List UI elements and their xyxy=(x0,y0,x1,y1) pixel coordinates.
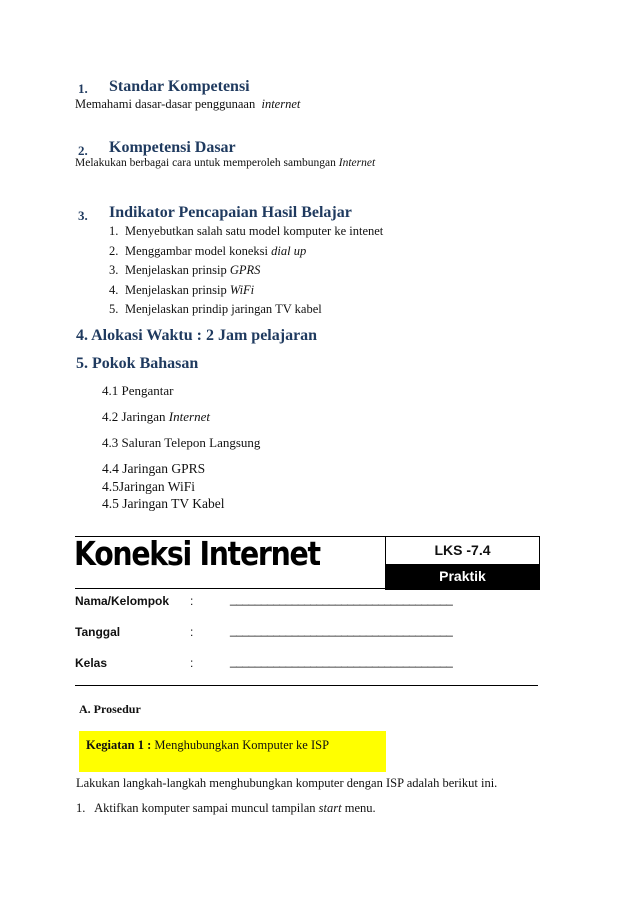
step-text-end: menu. xyxy=(344,801,376,815)
indicator-item xyxy=(109,222,383,242)
indicator-italic: dial up xyxy=(271,243,307,258)
indicator-text: Menyebutkan salah satu model komputer ke intenet xyxy=(125,224,384,238)
kegiatan-heading xyxy=(86,738,329,753)
field-line-kelas[interactable]: ____________________________________ xyxy=(230,654,453,668)
indicator-text: Menjelaskan prindip jaringan TV kabel xyxy=(125,302,322,316)
indicator-item xyxy=(109,281,383,301)
indicator-italic: WiFi xyxy=(229,282,255,297)
topic-italic: Internet xyxy=(168,409,210,424)
indicator-text: Menggambar model koneksi xyxy=(125,243,269,258)
field-colon: : xyxy=(190,656,194,670)
section-2-title: Kompetensi Dasar xyxy=(109,139,236,156)
field-label-nama: Nama/Kelompok xyxy=(75,594,170,608)
field-label-kelas: Kelas xyxy=(75,656,108,670)
topic-item: 4.5Jaringan WiFi xyxy=(102,478,195,494)
kegiatan-text: Menghubungkan Komputer ke ISP xyxy=(154,738,330,752)
indicator-item xyxy=(109,300,383,320)
section-3-number: 3. xyxy=(78,208,88,223)
section-1-body-text: Memahami dasar-dasar penggunaan xyxy=(75,97,256,111)
section-2-body-text: Melakukan berbagai cara untuk memperoleh sambungan xyxy=(75,157,336,169)
section-2-number: 2. xyxy=(78,143,88,158)
indicator-number: 5. xyxy=(109,302,119,316)
section-2-body-italic: Internet xyxy=(338,157,376,169)
indicator-text: Menjelaskan prinsip xyxy=(125,282,227,297)
indicator-text: Menjelaskan prinsip xyxy=(125,263,227,277)
worksheet-title: Koneksi Internet xyxy=(74,534,320,573)
header-rule-bottom xyxy=(75,588,538,589)
lks-code: LKS -7.4 xyxy=(434,542,491,558)
indicator-list xyxy=(109,222,383,320)
indicator-item xyxy=(109,242,383,262)
prosedur-intro: Lakukan langkah-langkah menghubungkan komputer dengan ISP adalah berikut ini. xyxy=(76,776,498,790)
kegiatan-box xyxy=(79,731,386,772)
topic-item xyxy=(102,409,210,425)
topic-item: 4.4 Jaringan GPRS xyxy=(102,461,206,476)
step-number: 1. xyxy=(76,801,86,815)
lks-box xyxy=(385,536,540,590)
kegiatan-label: Kegiatan 1 : xyxy=(86,738,152,752)
topic-list-2 xyxy=(102,460,224,513)
section-3-title: Indikator Pencapaian Hasil Belajar xyxy=(109,204,352,221)
indicator-number: 2. xyxy=(109,243,119,258)
section-2-body xyxy=(75,157,375,169)
indicator-item xyxy=(109,261,383,281)
section-1-number: 1. xyxy=(78,81,88,96)
section-1-body-italic: internet xyxy=(261,97,301,111)
field-label-tanggal: Tanggal xyxy=(75,625,121,639)
topic-item: 4.3 Saluran Telepon Langsung xyxy=(102,435,261,450)
field-line-nama[interactable]: ____________________________________ xyxy=(230,592,453,606)
topic-item: 4.1 Pengantar xyxy=(102,383,174,398)
indicator-number: 3. xyxy=(109,263,119,277)
topic-item: 4.5 Jaringan TV Kabel xyxy=(102,496,225,511)
header-rule-top xyxy=(75,536,385,537)
step-1 xyxy=(76,801,376,816)
indicator-italic: GPRS xyxy=(229,263,261,277)
indicator-number: 4. xyxy=(109,282,119,297)
section-1-title: Standar Kompetensi xyxy=(109,78,250,95)
step-text: Aktifkan komputer sampai muncul tampilan xyxy=(94,801,316,815)
lks-type: Praktik xyxy=(386,564,539,589)
prosedur-title: A. Prosedur xyxy=(79,702,141,716)
section-4-title: 4. Alokasi Waktu : 2 Jam pelajaran xyxy=(76,327,318,344)
section-5-title: 5. Pokok Bahasan xyxy=(76,355,199,372)
section-1-body xyxy=(75,97,300,112)
form-rule xyxy=(75,685,538,686)
step-italic: start xyxy=(318,801,342,815)
field-colon: : xyxy=(190,625,194,639)
field-colon: : xyxy=(190,594,194,608)
indicator-number: 1. xyxy=(109,224,119,238)
topic-text: 4.2 Jaringan xyxy=(102,409,166,424)
field-line-tanggal[interactable]: ____________________________________ xyxy=(230,623,453,637)
